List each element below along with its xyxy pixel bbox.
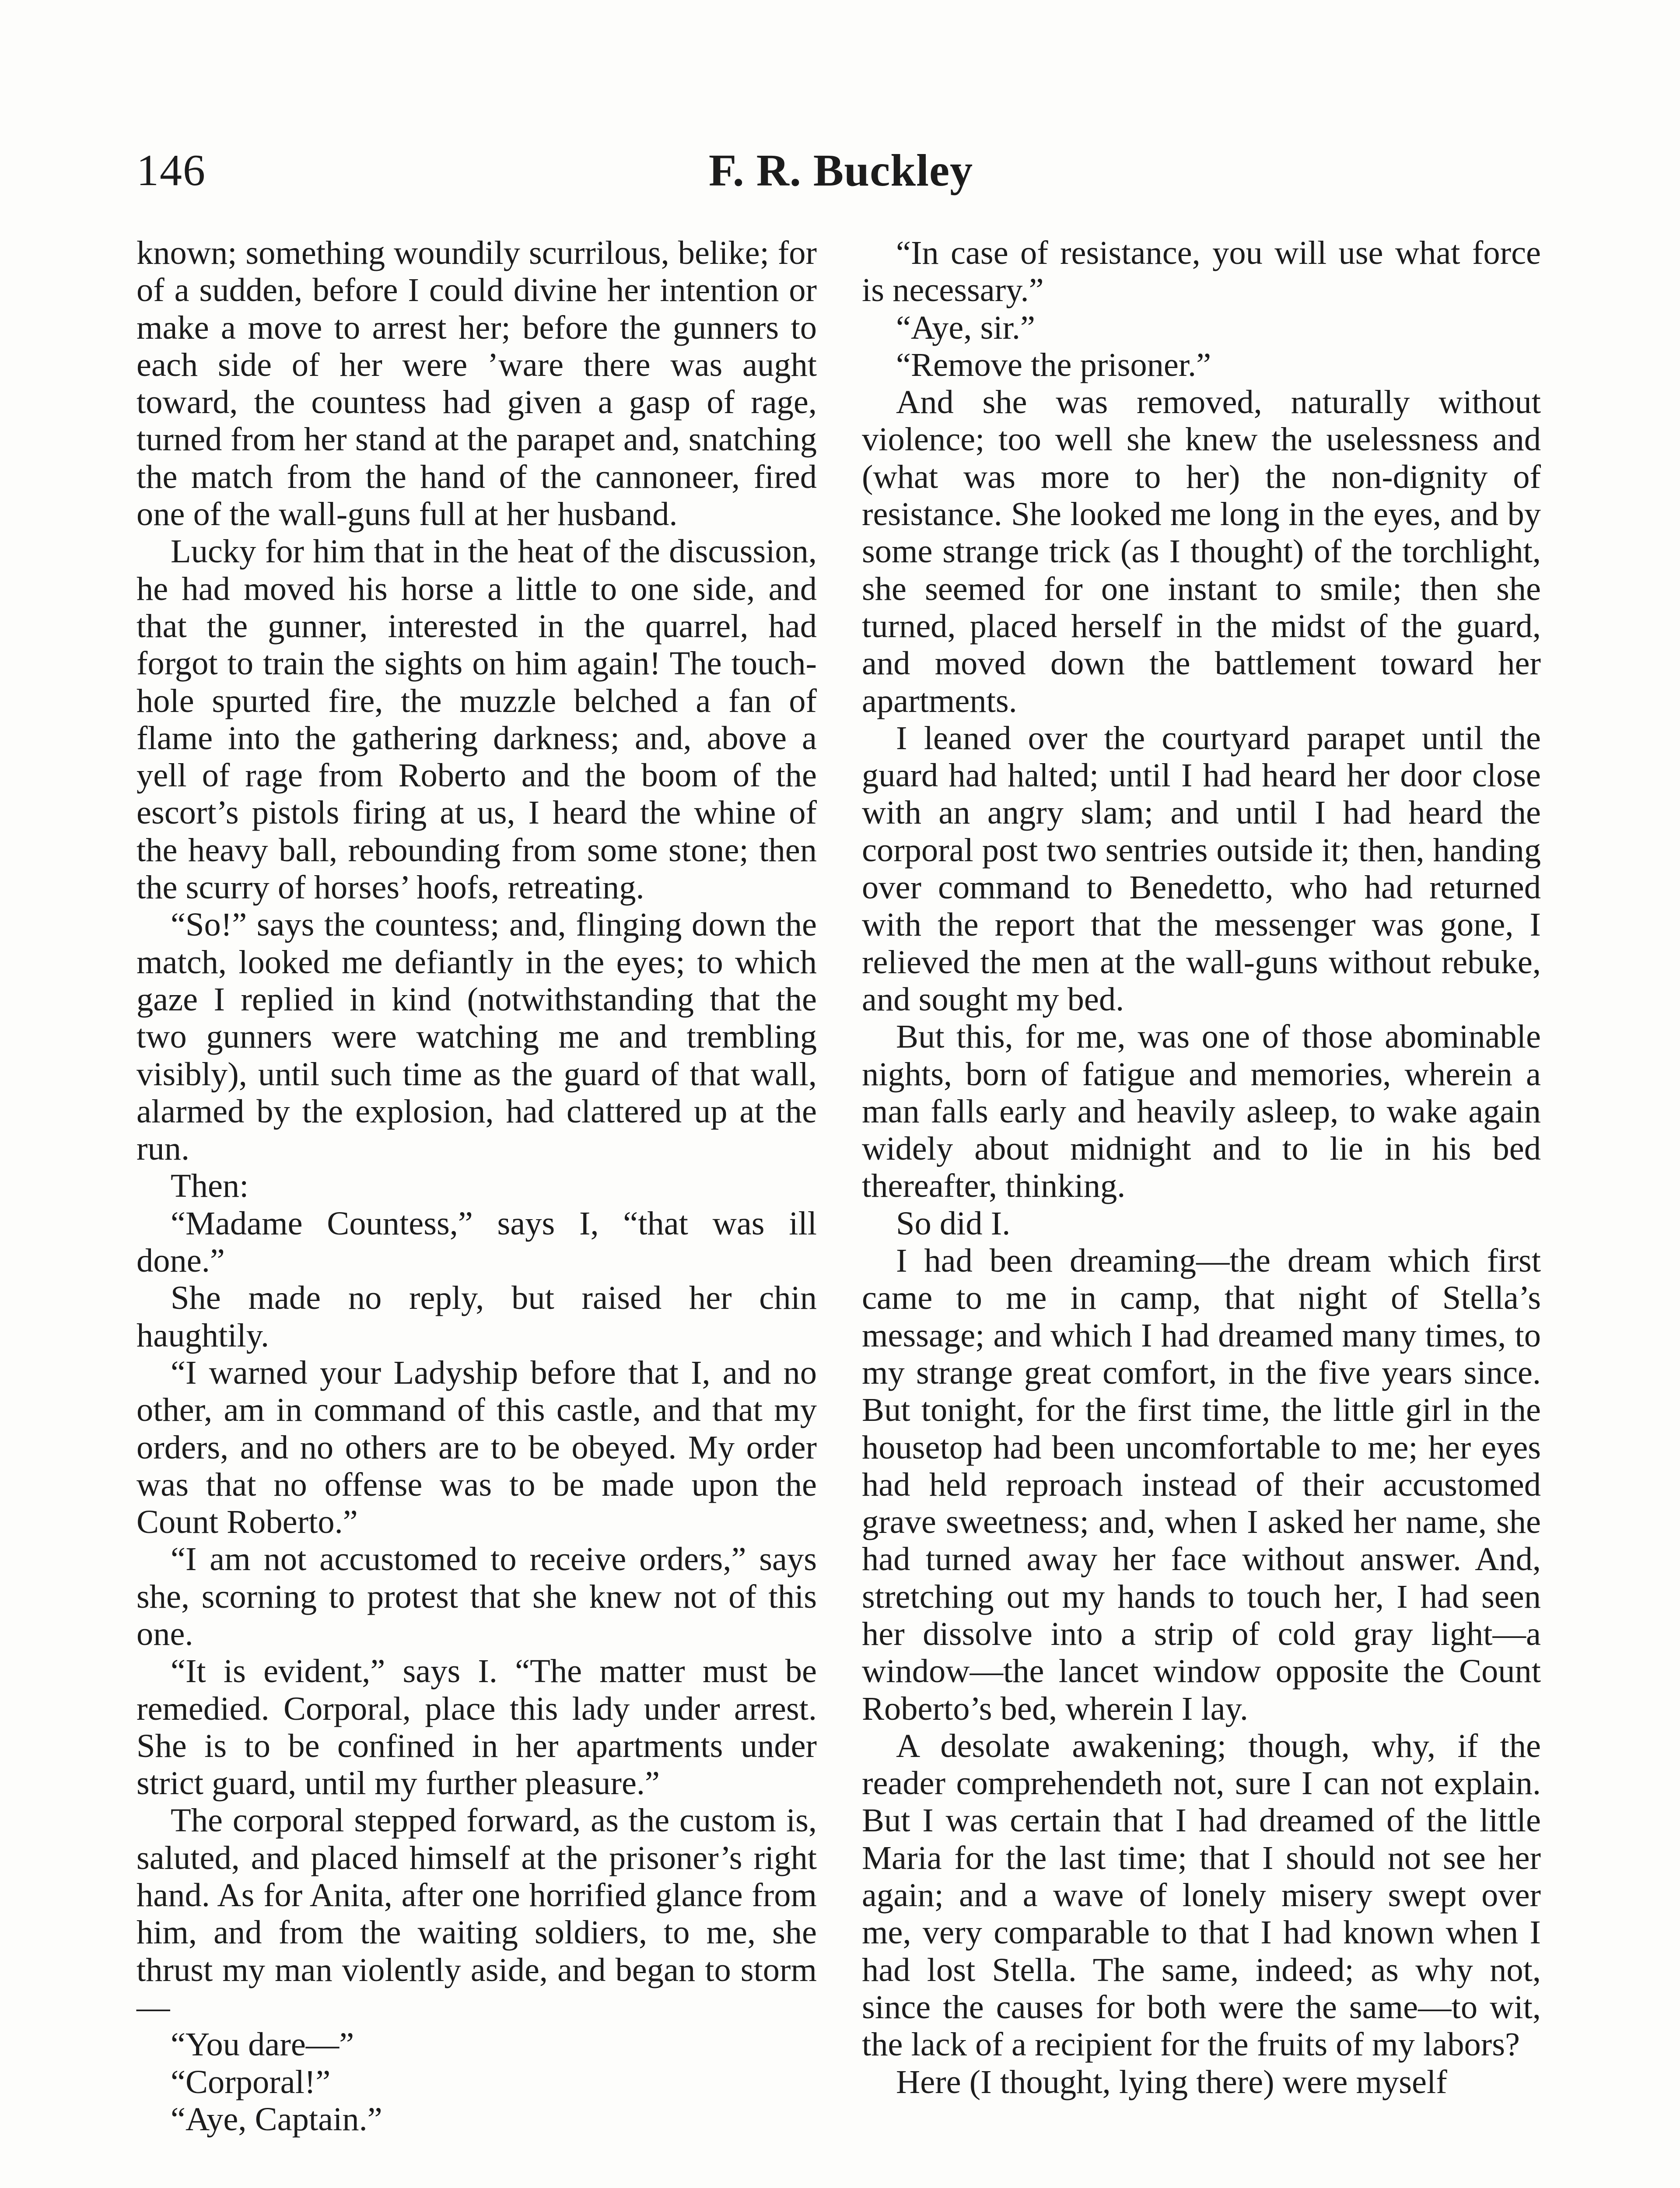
paragraph: “It is evident,” says I. “The matter must be remedied. Corporal, place this lady under arrest. She is to be confined in her apartments under strict guard, until my further pleasure.” [136, 1652, 817, 1802]
paragraph: “Remove the prisoner.” [896, 346, 1211, 383]
paragraph: The corporal stepped forward, as the custom is, saluted, and placed himself at the prisoner’s right hand. As for Anita, after one horrified glance from him, and from the waiting soldiers, to me, she thrust my man violently aside, and began to storm— [136, 1802, 817, 2026]
paragraph: “Madame Countess,” says I, “that was ill done.” [136, 1204, 817, 1280]
page-number: 146 [136, 146, 206, 195]
paragraph: A desolate awakening; though, why, if the reader comprehendeth not, sure I can not explain. But I was certain that I had dreamed of the little Maria for the last time; that I should not see her again; and a wave of lonely misery swept over me, very comparable to that I had known when I had lost Stella. The same, indeed; as why not, since the causes for both were the same—to wit, the lack of a recipient for the fruits of my labors? [862, 1727, 1541, 2063]
page-header [136, 144, 1545, 197]
paragraph: Then: [171, 1167, 249, 1205]
paragraph: “I am not accustomed to receive orders,” says she, scorning to protest that she knew not of this one. [136, 1540, 817, 1652]
paragraph: “Corporal!” [171, 2063, 331, 2100]
right-column [862, 234, 1541, 2100]
paragraph: Lucky for him that in the heat of the discussion, he had moved his horse a little to one side, and that the gunner, interested in the quarrel, had forgot to train the sights on him again! The touch-hole spurted fire, the muzzle belched a fan of flame into the gathering darkness; and, above a yell of rage from Roberto and the boom of the escort’s pistols firing at us, I heard the whine of the heavy ball, rebounding from some stone; then the scurry of horses’ hoofs, retreating. [136, 533, 817, 906]
paragraph: But this, for me, was one of those abominable nights, born of fatigue and memories, wherein a man falls early and heavily asleep, to wake again widely about midnight and to lie in his bed thereafter, thinking. [862, 1018, 1541, 1205]
paragraph: “Aye, Captain.” [171, 2100, 382, 2138]
paragraph: “I warned your Ladyship before that I, and no other, am in command of this castle, and that my orders, and no others are to be obeyed. My order was that no offense was to be made upon the Count Roberto.” [136, 1353, 817, 1541]
paragraph: So did I. [896, 1204, 1011, 1242]
paragraph: “In case of resistance, you will use what force is necessary.” [862, 234, 1541, 309]
paragraph: She made no reply, but raised her chin haughtily. [136, 1279, 817, 1354]
running-head-author: F. R. Buckley [708, 145, 973, 196]
paragraph: I leaned over the courtyard parapet until the guard had halted; until I had heard her door close with an angry slam; and until I had heard the corporal post two sentries outside it; then, handing over command to Benedetto, who had returned with the report that the messenger was gone, I relieved the men at the wall-guns without rebuke, and sought my bed. [862, 719, 1541, 1018]
paragraph: Here (I thought, lying there) were myself [896, 2063, 1447, 2100]
paragraph: “So!” says the countess; and, flinging down the match, looked me defiantly in the eyes; to which gaze I replied in kind (notwithstanding that the two gunners were watching me and trembling visibly), until such time as the guard of that wall, alarmed by the explosion, had clattered up at the run. [136, 906, 817, 1168]
left-column [136, 234, 817, 2138]
paragraph: known; something woundily scurrilous, belike; for of a sudden, before I could divine her intention or make a move to arrest her; before the gunners to each side of her were ’ware there was aught toward, the countess had given a gasp of rage, turned from her stand at the parapet and, snatching the match from the hand of the cannoneer, fired one of the wall-guns full at her husband. [136, 234, 817, 533]
paragraph: And she was removed, naturally without violence; too well she knew the uselessness and (what was more to her) the non-dignity of resistance. She looked me long in the eyes, and by some strange trick (as I thought) of the torchlight, she seemed for one instant to smile; then she turned, placed herself in the midst of the guard, and moved down the battlement toward her apartments. [862, 383, 1541, 719]
paragraph: “You dare—” [171, 2026, 354, 2063]
paragraph: “Aye, sir.” [896, 309, 1035, 346]
paragraph: I had been dreaming—the dream which first came to me in camp, that night of Stella’s message; and which I had dreamed many times, to my strange great comfort, in the five years since. But tonight, for the first time, the little girl in the housetop had been uncomfortable to me; her eyes had held reproach instead of their accustomed grave sweetness; and, when I asked her name, she had turned away her face without answer. And, stretching out my hands to touch her, I had seen her dissolve into a strip of cold gray light—a window—the lancet window opposite the Count Roberto’s bed, wherein I lay. [862, 1242, 1541, 1727]
